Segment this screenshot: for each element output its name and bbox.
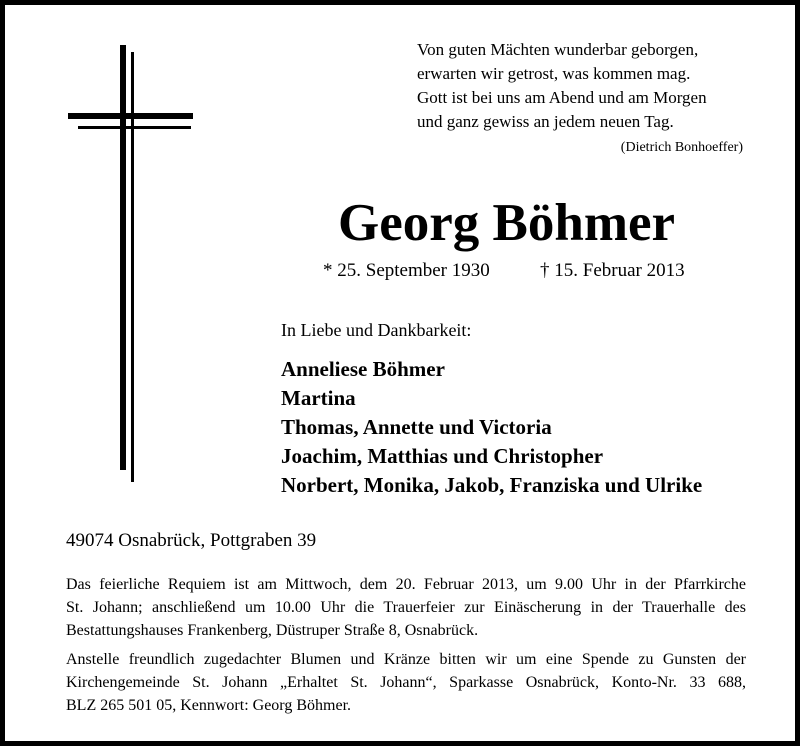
poem — [417, 38, 747, 160]
poem-line: Gott ist bei uns am Abend und am Morgen — [417, 88, 707, 107]
mourner-name: Joachim, Matthias und Christopher — [281, 444, 604, 468]
birth-date: * 25. September 1930 — [323, 260, 490, 281]
death-date: † 15. Februar 2013 — [540, 260, 685, 281]
mourner-name: Martina — [281, 386, 356, 410]
poem-author: (Dietrich Bonhoeffer) — [620, 140, 743, 155]
paragraph-line: BLZ 265 501 05, Kennwort: Georg Böhmer. — [66, 697, 352, 714]
paragraph-line: Anstelle freundlich zugedachter Blumen und Kränze bitten wir um eine Spende zu Gunsten der — [66, 651, 746, 668]
requiem-paragraph — [66, 573, 746, 642]
paragraph-line: Das feierliche Requiem ist am Mittwoch, dem 20. Februar 2013, um 9.00 Uhr in der Pfarrkirche — [66, 576, 746, 593]
donation-paragraph — [66, 648, 746, 717]
poem-line: erwarten wir getrost, was kommen mag. — [417, 64, 691, 83]
mourner-name: Norbert, Monika, Jakob, Franziska und Ulrike — [281, 473, 703, 497]
paragraph-line: St. Johann; anschließend um 10.00 Uhr die Trauerfeier zur Einäscherung in der Trauerhalle des — [66, 599, 746, 616]
paragraph-line: Kirchengemeinde St. Johann „Erhaltet St. Johann“, Sparkasse Osnabrück, Konto-Nr. 33 688, — [66, 674, 746, 691]
paragraph-line: Bestattungshauses Frankenberg, Düstruper Straße 8, Osnabrück. — [66, 622, 479, 639]
mourners-list — [281, 355, 702, 500]
family-address: 49074 Osnabrück, Pottgraben 39 — [66, 530, 317, 551]
mourner-name: Anneliese Böhmer — [281, 357, 445, 381]
mourner-name: Thomas, Annette und Victoria — [281, 415, 552, 439]
mourners-intro: In Liebe und Dankbarkeit: — [281, 320, 472, 340]
poem-line: und ganz gewiss an jedem neuen Tag. — [417, 112, 674, 131]
deceased-name: Georg Böhmer — [338, 194, 676, 252]
poem-line: Von guten Mächten wunderbar geborgen, — [417, 40, 699, 59]
